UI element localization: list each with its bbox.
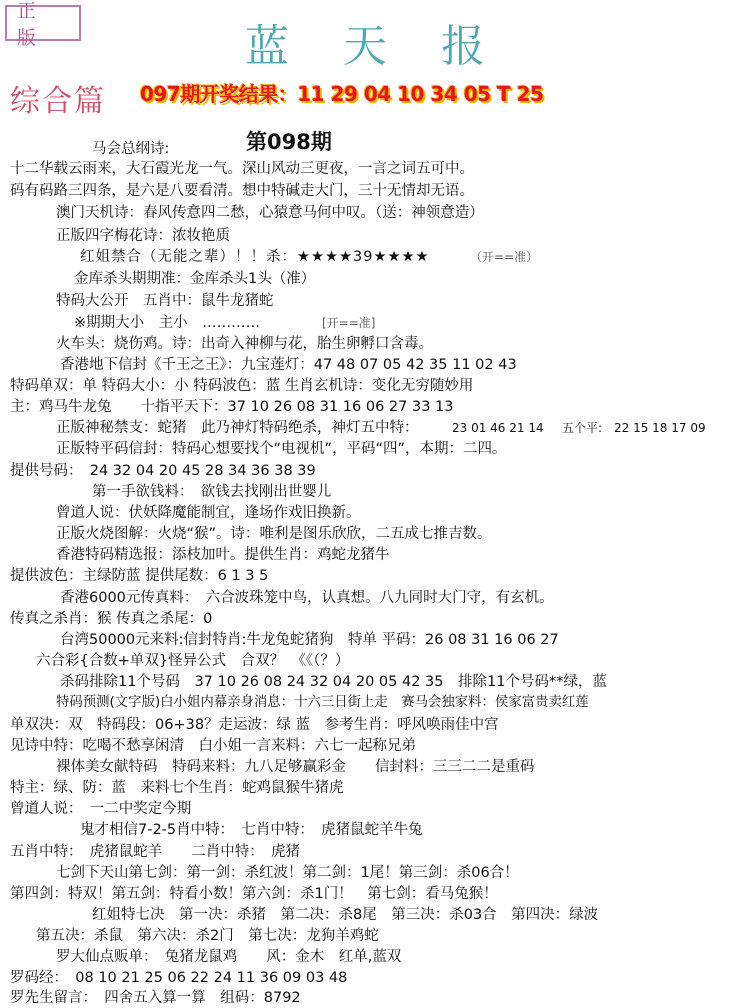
text-line: 特码单双：单 特码大小：小 特码波色：蓝 生肖玄机诗：变化无穷随妙用 — [10, 378, 474, 394]
text-line: 六合彩{合数+单双}怪异公式 合双？ 《《（？） — [36, 653, 350, 669]
text-line: 裸体美女献特码 特码来料：九八足够赢彩金 信封料：三三二二是重码 — [56, 759, 535, 775]
text-line: 22 15 18 17 09 — [614, 421, 706, 435]
text-line: 曾道人说：伏妖降魔能制宜，逢场作戏旧换新。 — [56, 505, 361, 521]
text-line: 正版四字梅花诗：浓妆艳质 — [56, 228, 230, 244]
text-line: 十二华载云雨来，大石霞光龙一气。深山风动三更夜，一言之词五可中。 — [10, 161, 474, 177]
text-line: 23 01 46 21 14 — [452, 421, 544, 435]
text-line: 杀码排除11个号码 37 10 26 08 24 32 04 20 05 42 35 排除11个号码**绿，蓝 — [60, 674, 607, 690]
text-line: 五个平: — [562, 421, 603, 435]
note-text: [开==准] — [322, 316, 376, 330]
text-line: 见诗中特：吃喝不愁享闲清 白小姐一言来料：六七一起称兄弟 — [10, 738, 416, 754]
text-line: 红姐禁合（无能之辈）！！杀：★★★★39★★★★ — [80, 249, 430, 265]
note-text: （开==准） — [470, 250, 539, 264]
text-line: 罗大仙点贩单： 兔猪龙鼠鸡 风：金木 红单,蓝双 — [56, 949, 402, 965]
text-line: 正版火烧图解：火烧“猴”。诗：唯利是图乐欣欣，二五成七推吉数。 — [56, 526, 492, 542]
authentic-badge: 正 版 — [5, 5, 81, 41]
text-line: 传真之杀肖：猴 传真之杀尾：0 — [10, 611, 213, 627]
text-line: 曾道人说： 一二中奖定今期 — [10, 801, 192, 817]
text-line: 第五决：杀鼠 第六决：杀2门 第七决：龙狗羊鸡蛇 — [36, 928, 379, 944]
text-line: 第四剑：特双！第五剑：特看小数！第六剑：杀1门！ 第七剑：看马兔猴！ — [10, 886, 498, 902]
text-line: 红姐特七决 第一决：杀猪 第二决：杀8尾 第三决：杀03合 第四决：绿波 — [92, 907, 599, 923]
text-line: 提供号码： 24 32 04 20 45 28 34 36 38 39 — [10, 463, 316, 479]
text-line: 火车头：烧伤鸡。诗：出奇入神柳与花，胎生卵孵口含毒。 — [56, 336, 433, 352]
text-line: 罗先生留言： 四舍五入算一算 组码：8792 — [10, 990, 301, 1006]
text-line: ※期期大小 主小 ………… — [74, 315, 261, 331]
text-line: 正版特平码信封：特码心想要找个“电视机”，平码“四”，本期：二四。 — [56, 441, 507, 457]
text-line: 特码预测(文字版)白小姐内幕亲身消息：十六三日街上走 赛马会独家料：侯家富贵卖红莲 — [56, 695, 589, 710]
text-line: 香港6000元传真料： 六合波珠笼中鸟，认真想。八九同时大门守，有玄机。 — [60, 590, 554, 606]
issue-number: 第098期 — [246, 130, 332, 154]
text-line: 台湾50000元来料:信封特肖:牛龙兔蛇猪狗 特单 平码：26 08 31 16 06 27 — [60, 632, 559, 648]
text-line: 五肖中特： 虎猪鼠蛇羊 二肖中特： 虎猪 — [10, 844, 300, 860]
text-line: 香港特码精选报：添枝加叶。提供生肖：鸡蛇龙猪牛 — [56, 547, 390, 563]
text-line: 正版神秘禁支：蛇猪 此乃神灯特码绝杀，神灯五中特： — [56, 420, 419, 436]
text-line: 马会总纲诗: — [92, 141, 170, 157]
text-line: 罗码经： 08 10 21 25 06 22 24 11 36 09 03 48 — [10, 970, 348, 986]
text-line: 特主：绿、防：蓝 来料七个生肖：蛇鸡鼠猴牛猪虎 — [10, 780, 344, 796]
text-line: 金库杀头期期准：金库杀头1头（准） — [74, 271, 316, 287]
text-line: 码有码路三四条，是六是八要看清。想中特碱走大门，三十无情却无语。 — [10, 183, 474, 199]
text-line: 提供波色：主绿防蓝 提供尾数：6 1 3 5 — [10, 568, 269, 584]
draw-result: 097期开奖结果：11 29 04 10 34 05 T 25 — [140, 82, 544, 106]
newspaper-title: 蓝天报 — [245, 21, 539, 72]
text-line: 鬼才相信7-2-5肖中特： 七肖中特： 虎猪鼠蛇羊牛兔 — [80, 822, 423, 838]
text-line: 特码大公开 五肖中：鼠牛龙猪蛇 — [56, 293, 274, 309]
text-line: 主：鸡马牛龙兔 十指平天下：37 10 26 08 31 16 06 27 33 13 — [10, 399, 454, 415]
text-line: 七剑下天山第七剑：第一剑：杀红波！第二剑：1尾！第三剑：杀06合！ — [56, 865, 519, 881]
text-line: 香港地下信封《千王之王》：九宝莲灯：47 48 07 05 42 35 11 02 43 — [60, 357, 517, 373]
section-title: 综合篇 — [10, 84, 106, 119]
text-line: 第一手欲钱料： 欲钱去找刚出世婴儿 — [92, 484, 332, 500]
text-line: 单双决：双 特码段：06+38？走运波：绿 蓝 参考生肖：呼风唤雨佳中宫 — [10, 717, 499, 733]
text-line: 澳门天机诗：春风传意四二愁，心猿意马何中叹。（送：神领意造） — [56, 205, 484, 221]
